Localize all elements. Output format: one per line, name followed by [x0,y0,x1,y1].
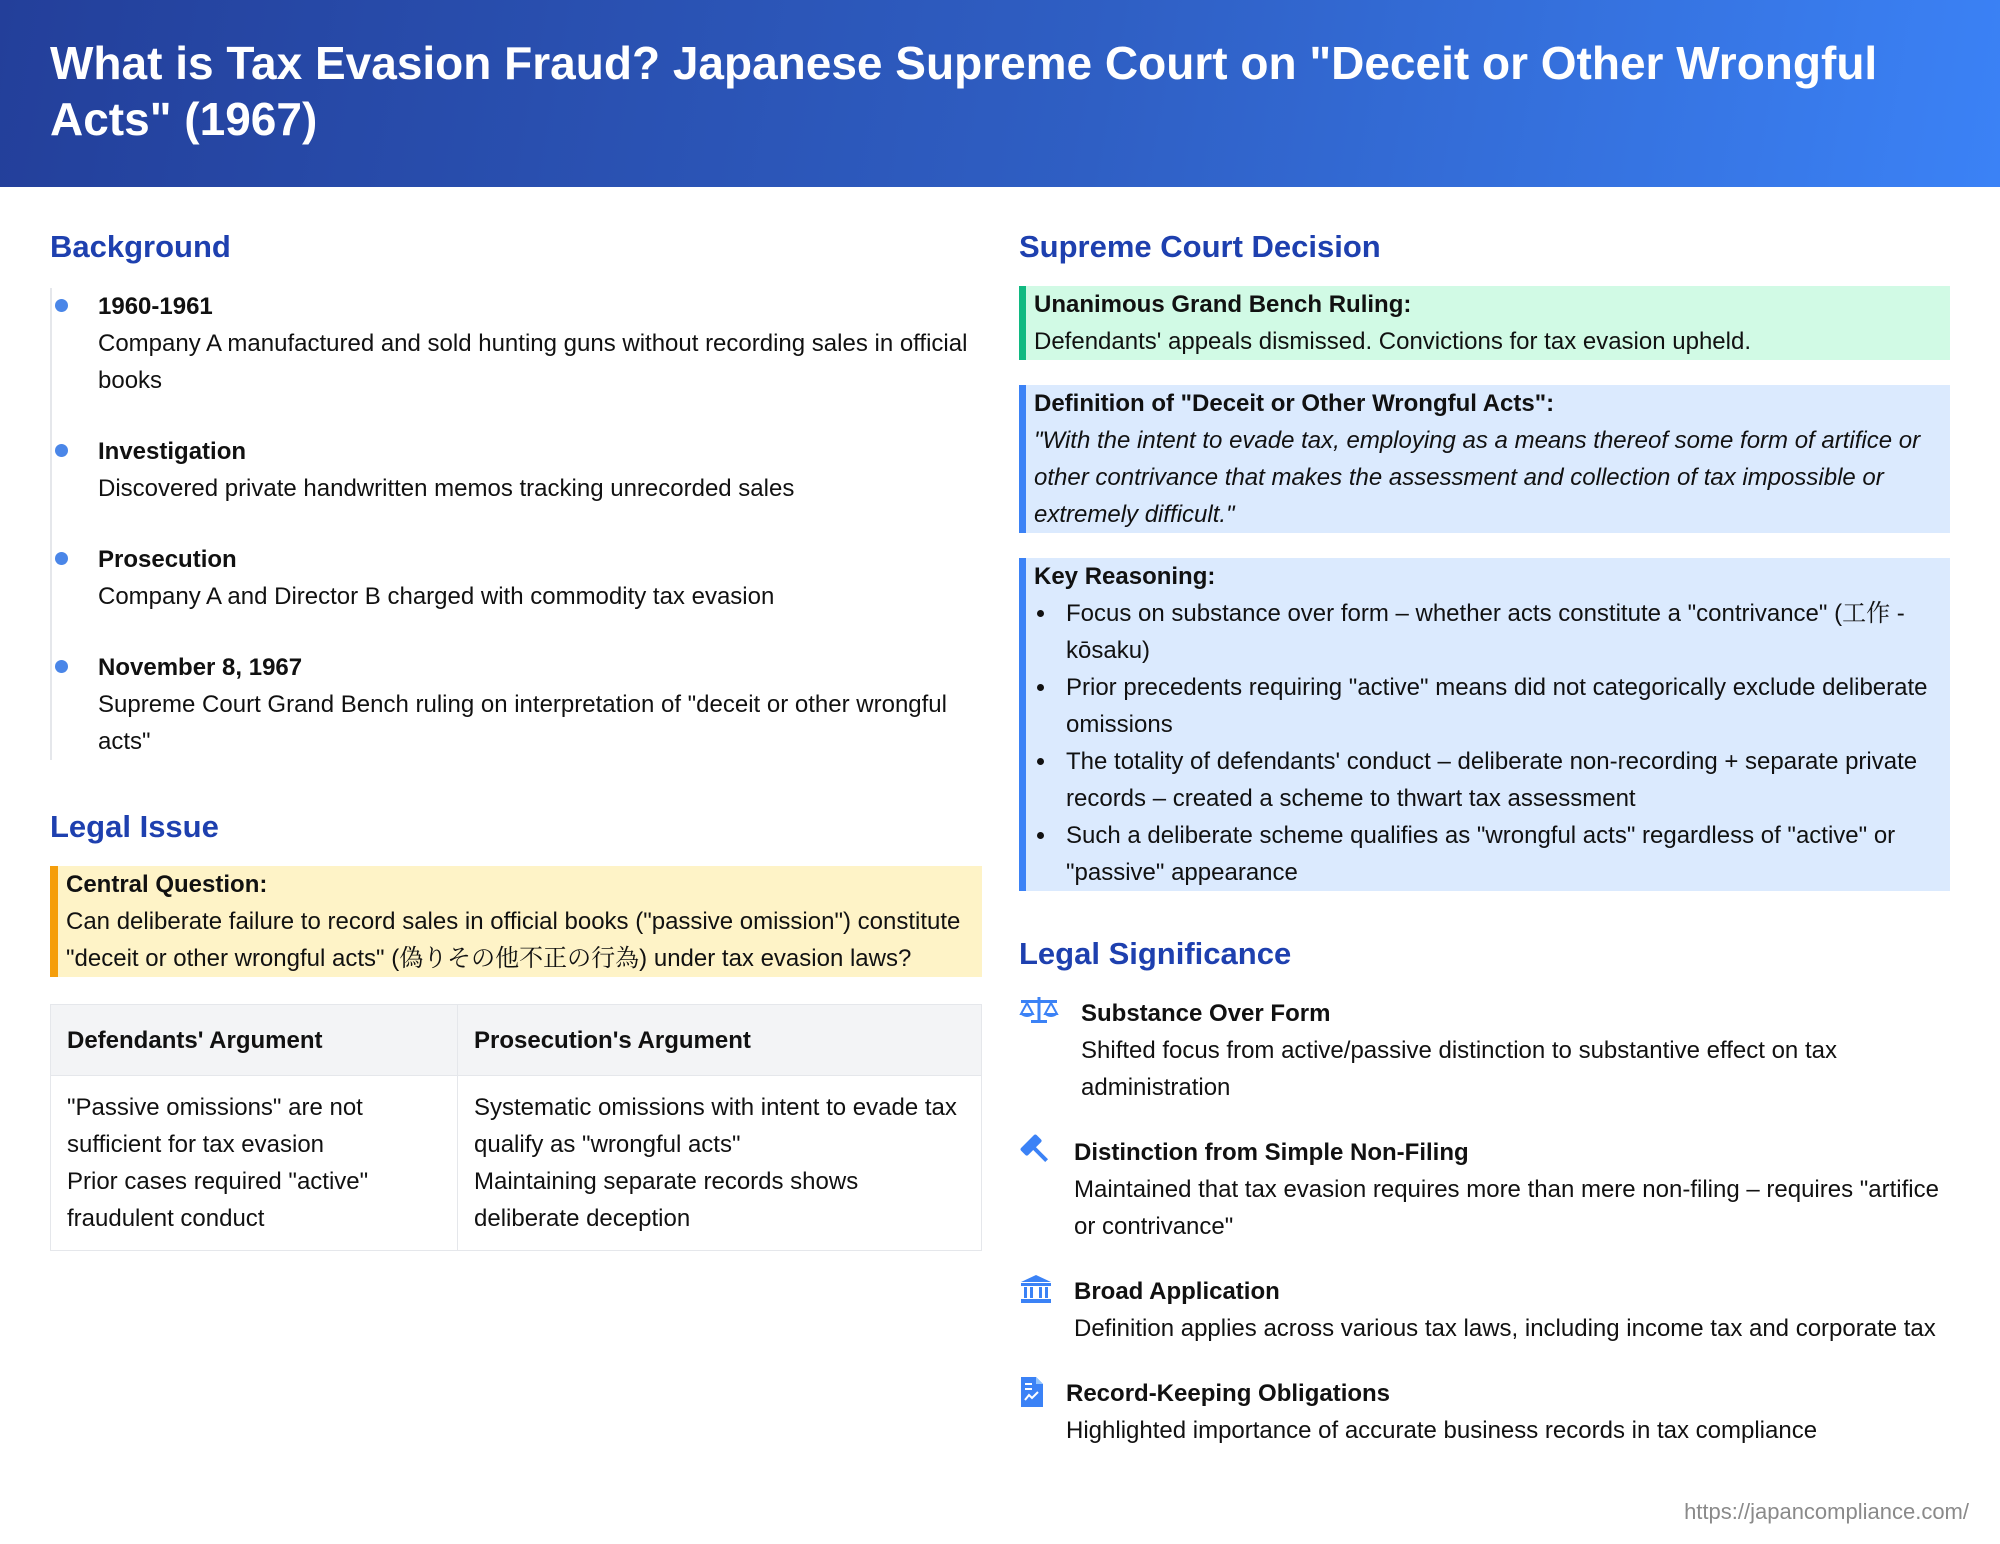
significance-desc: Highlighted importance of accurate business records in tax compliance [1066,1417,1818,1444]
significance-body [1019,1134,1950,1245]
timeline-dot-icon [55,552,68,565]
institution-icon [1019,1273,1059,1311]
right-column [1019,220,1950,1449]
defendants-point: Prior cases required "active" fraudulent conduct [67,1168,369,1232]
decision-heading: Supreme Court Decision [1019,229,1381,264]
prosecution-header: Prosecution's Argument [458,1005,982,1076]
timeline-item [52,649,982,760]
timeline-item-desc: Company A manufactured and sold hunting guns without recording sales in official books [98,330,968,394]
definition-title: Definition of "Deceit or Other Wrongful Acts": [1034,390,1555,417]
timeline-dot-icon [55,660,68,673]
timeline-item-title: Investigation [98,438,247,465]
timeline-dot-icon [55,444,68,457]
timeline-item-title: 1960-1961 [98,293,213,320]
central-question-title: Central Question: [66,871,268,898]
defendants-header: Defendants' Argument [51,1005,458,1076]
scale-icon [1019,995,1059,1033]
document-icon [1019,1375,1059,1413]
arguments-table [50,1004,982,1251]
definition-text: "With the intent to evade tax, employing as a means thereof some form of artifice or other contrivance that makes the assessment and collection of tax impossible or extremely difficult." [1034,427,1921,528]
significance-body [1019,995,1950,1106]
ruling-callout [1019,286,1950,360]
timeline-dot-icon [55,299,68,312]
significance-body [1019,1375,1950,1449]
significance-item [1019,1134,1950,1245]
gavel-icon [1019,1134,1059,1172]
significance-desc: Maintained that tax evasion requires more than mere non-filing – requires "artifice or contrivance" [1074,1176,1939,1240]
definition-callout [1019,385,1950,533]
timeline-item [52,288,982,399]
timeline-item [52,541,982,615]
significance-item [1019,1273,1950,1347]
prosecution-point: Maintaining separate records shows deliberate deception [474,1168,859,1232]
reasoning-callout [1019,558,1950,891]
reasoning-title: Key Reasoning: [1034,563,1216,590]
left-column [50,220,982,1251]
prosecution-point: Systematic omissions with intent to evade tax qualify as "wrongful acts" [474,1094,957,1158]
list-item: • Such a deliberate scheme qualifies as "wrongful acts" regardless of "active" or "passive" appearance [1058,817,1942,891]
timeline-item-desc: Supreme Court Grand Bench ruling on interpretation of "deceit or other wrongful acts" [98,691,947,755]
background-heading: Background [50,229,231,264]
table-header-row [51,1005,982,1076]
central-question-callout [50,866,982,977]
timeline [50,288,982,760]
prosecution-cell [458,1076,982,1251]
significance-heading: Legal Significance [1019,936,1292,971]
reasoning-list [1034,595,1942,891]
footer-url: https://japancompliance.com/ [1684,1499,1969,1524]
ruling-title: Unanimous Grand Bench Ruling: [1034,291,1412,318]
defendants-cell [51,1076,458,1251]
timeline-item-title: Prosecution [98,546,237,573]
timeline-item-desc: Discovered private handwritten memos tracking unrecorded sales [98,475,795,502]
list-item: • Prior precedents requiring "active" means did not categorically exclude deliberate omissions [1058,669,1942,743]
significance-title: Distinction from Simple Non-Filing [1074,1139,1469,1166]
significance-title: Substance Over Form [1081,1000,1331,1027]
significance-item [1019,1375,1950,1449]
list-item: • The totality of defendants' conduct – deliberate non-recording + separate private records – created a scheme to thwart tax assessment [1058,743,1942,817]
significance-desc: Definition applies across various tax laws, including income tax and corporate tax [1074,1315,1936,1342]
legal-issue-heading: Legal Issue [50,809,219,844]
table-row [51,1076,982,1251]
significance-desc: Shifted focus from active/passive distinction to substantive effect on tax administration [1081,1037,1837,1101]
significance-item [1019,995,1950,1106]
defendants-point: "Passive omissions" are not sufficient for tax evasion [67,1094,363,1158]
page-title: What is Tax Evasion Fraud? Japanese Supreme Court on "Deceit or Other Wrongful Acts" (1967) [50,37,1878,145]
significance-body [1019,1273,1950,1347]
ruling-text: Defendants' appeals dismissed. Convictions for tax evasion upheld. [1034,328,1751,355]
list-item: • Focus on substance over form – whether acts constitute a "contrivance" (工作 - kōsaku) [1058,595,1942,669]
page-header [0,0,2000,187]
timeline-item-desc: Company A and Director B charged with commodity tax evasion [98,583,775,610]
significance-title: Record-Keeping Obligations [1066,1380,1391,1407]
timeline-item-title: November 8, 1967 [98,654,303,681]
timeline-item [52,433,982,507]
central-question-text: Can deliberate failure to record sales in official books ("passive omission") constitute "deceit or other wrongful acts" (偽りその他不正の行為) under tax evasion laws? [66,908,961,972]
significance-title: Broad Application [1074,1278,1280,1305]
